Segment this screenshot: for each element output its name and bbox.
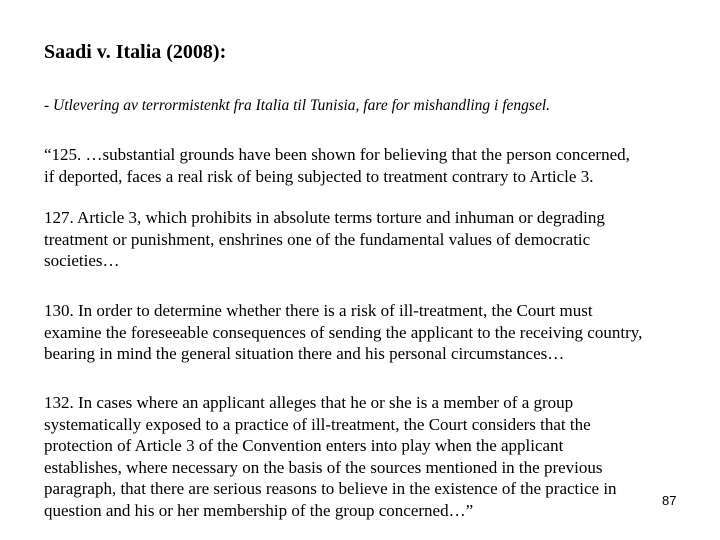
quote-paragraph-132 <box>44 392 694 521</box>
text-line: examine the foreseeable consequences of sending the applicant to the receiving country, <box>44 322 643 342</box>
text-line: 132. In cases where an applicant alleges that he or she is a member of a group <box>44 393 574 412</box>
text-line: 130. In order to determine whether there is a risk of ill-treatment, the Court must <box>44 301 593 320</box>
text-line: societies… <box>44 251 120 270</box>
text-line: protection of Article 3 of the Convention enters into play when the applicant <box>44 436 564 455</box>
text-line: if deported, faces a real risk of being subjected to treatment contrary to Article 3. <box>44 166 594 186</box>
text-line: establishes, where necessary on the basis of the sources mentioned in the previous <box>44 457 603 477</box>
page-number: 87 <box>662 493 677 508</box>
text-line: systematically exposed to a practice of ill-treatment, the Court considers that the <box>44 414 591 434</box>
text-line: treatment or punishment, enshrines one of the fundamental values of democratic <box>44 229 591 249</box>
text-line: bearing in mind the general situation there and his personal circumstances… <box>44 344 565 363</box>
quote-paragraph-127 <box>44 207 694 272</box>
quote-paragraph-125 <box>44 144 694 187</box>
text-line: “125. …substantial grounds have been shown for believing that the person concerned, <box>44 145 630 164</box>
slide-subtitle: - Utlevering av terrormistenkt fra Italia til Tunisia, fare for mishandling i fengsel. <box>44 97 551 114</box>
quote-paragraph-130 <box>44 300 694 365</box>
text-line: 127. Article 3, which prohibits in absolute terms torture and inhuman or degrading <box>44 208 605 227</box>
text-line: question and his or her membership of the group concerned…” <box>44 500 474 520</box>
text-line: paragraph, that there are serious reasons to believe in the existence of the practice in <box>44 479 617 498</box>
slide-title: Saadi v. Italia (2008): <box>44 41 227 63</box>
